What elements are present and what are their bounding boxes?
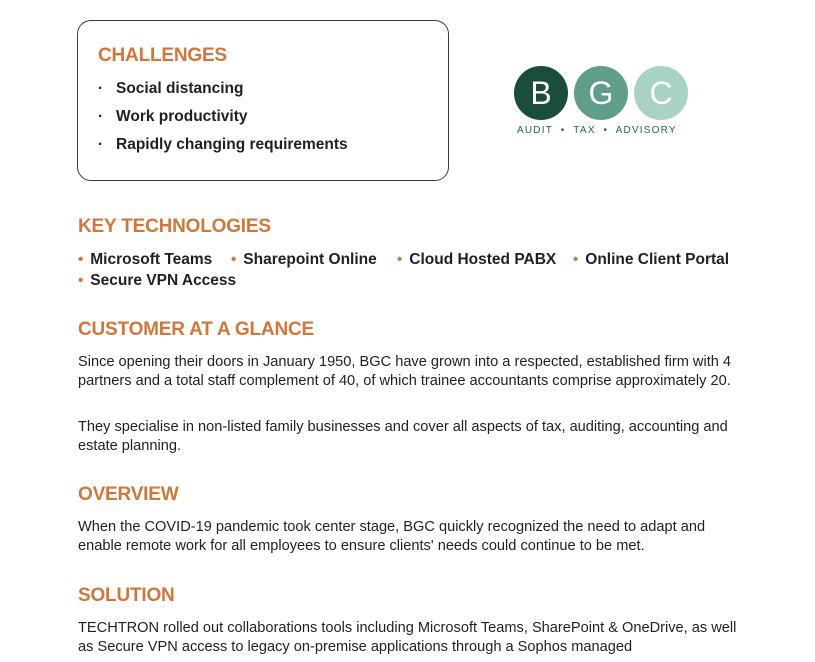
bullet-icon: • (397, 251, 403, 268)
list-item: · Work productivity (98, 108, 248, 125)
logo-circle-b: B (514, 66, 568, 120)
list-item: · Social distancing (98, 80, 244, 97)
solution-heading: SOLUTION (78, 585, 175, 606)
tech-item: • Cloud Hosted PABX (397, 251, 557, 268)
tech-item: • Online Client Portal (573, 251, 730, 268)
bullet-icon: • (78, 251, 84, 268)
challenges-box (77, 20, 449, 181)
challenges-heading: CHALLENGES (98, 45, 227, 66)
overview-heading: OVERVIEW (78, 484, 179, 505)
tech-item: • Microsoft Teams (78, 251, 213, 268)
key-technologies-heading: KEY TECHNOLOGIES (78, 216, 271, 237)
list-item: · Rapidly changing requirements (98, 136, 348, 153)
logo-circle-c: C (634, 66, 688, 120)
bullet-icon: · (98, 80, 104, 97)
customer-paragraph: Since opening their doors in January 1950, BGC have grown into a respected, established firm with 4 partners and a total staff complement of 40, of which trainee accountants comprise approximately 20. (78, 354, 732, 390)
logo-circle-g: G (574, 66, 628, 120)
overview-paragraph: When the COVID-19 pandemic took center stage, BGC quickly recognized the need to adapt and enable remote work for all employees to ensure clients' needs could continue to be met. (78, 519, 706, 555)
tech-item: • Secure VPN Access (78, 272, 237, 289)
bullet-icon: • (231, 251, 237, 268)
bullet-icon: • (78, 272, 84, 289)
bullet-icon: · (98, 108, 104, 125)
logo-tagline: AUDIT • TAX • ADVISORY (517, 125, 677, 136)
tech-item: • Sharepoint Online (231, 251, 377, 268)
bgc-logo (513, 66, 693, 146)
customer-heading: CUSTOMER AT A GLANCE (78, 319, 314, 340)
solution-paragraph: TECHTRON rolled out collaborations tools including Microsoft Teams, SharePoint & OneDrive, as well as Secure VPN access to legacy on-premise applications through a Sophos managed (78, 620, 737, 656)
bullet-icon: · (98, 136, 104, 153)
customer-paragraph: They specialise in non-listed family businesses and cover all aspects of tax, auditing, accounting and estate planning. (78, 419, 728, 455)
bullet-icon: • (573, 251, 579, 268)
